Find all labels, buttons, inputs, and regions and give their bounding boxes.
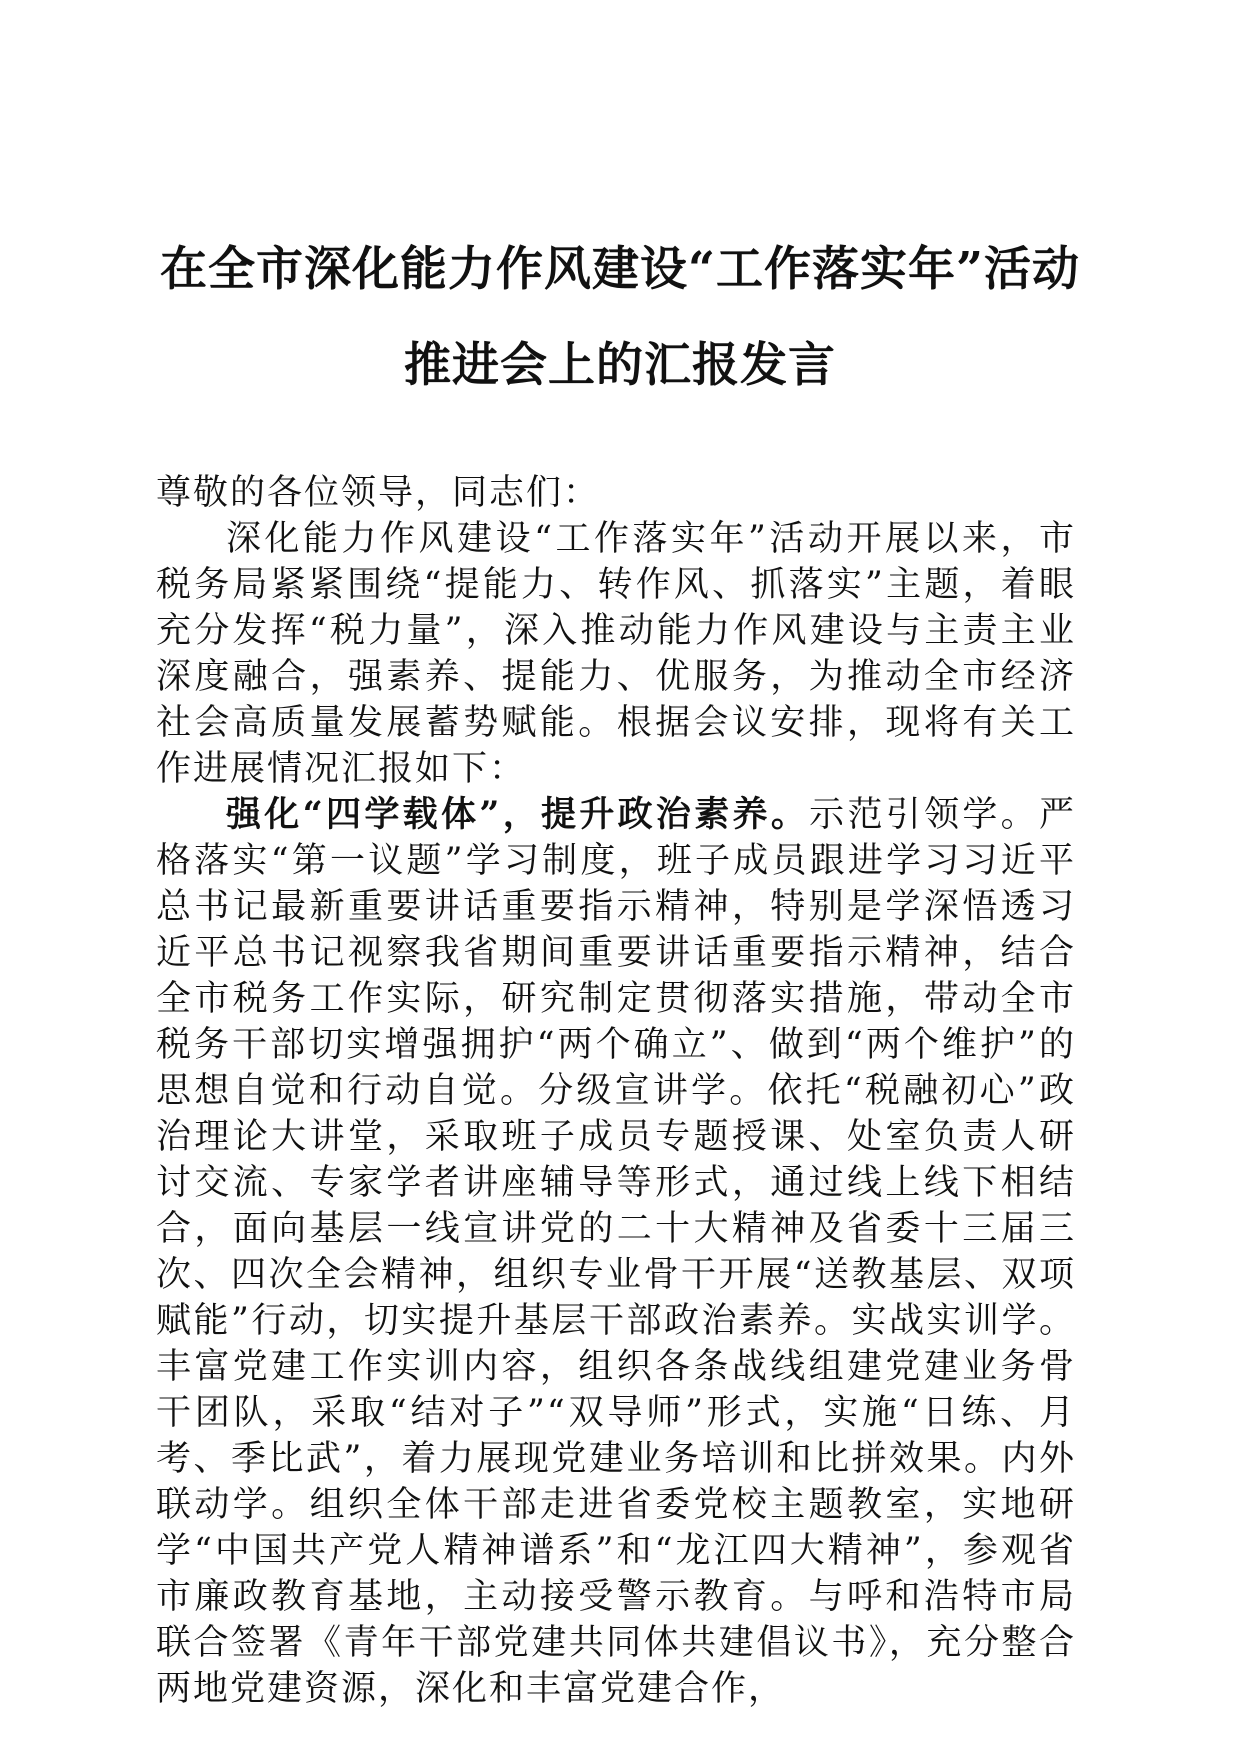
paragraph-section-1 (156, 792, 1076, 1712)
document-title (140, 222, 1100, 414)
section-body: 示范引领学。严格落实“第一议题”学习制度，班子成员跟进学习习近平总书记最新重要讲话重要指示精神，特别是学深悟透习近平总书记视察我省期间重要讲话重要指示精神，结合全市税务工作实际，研究制定贯彻落实措施，带动全市税务干部切实增强拥护“两个确立”、做到“两个维护”的思想自觉和行动自觉。分级宣讲学。依托“税融初心”政治理论大讲堂，采取班子成员专题授课、处室负责人研讨交流、专家学者讲座辅导等形式，通过线上线下相结合，面向基层一线宣讲党的二十大精神及省委十三届三次、四次全会精神，组织专业骨干开展“送教基层、双项赋能”行动，切实提升基层干部政治素养。实战实训学。丰富党建工作实训内容，组织各条战线组建党建业务骨干团队，采取“结对子”“双导师”形式，实施“日练、月考、季比武”，着力展现党建业务培训和比拼效果。内外联动学。组织全体干部走进省委党校主题教室，实地研学“中国共产党人精神谱系”和“龙江四大精神”，参观省市廉政教育基地，主动接受警示教育。与呼和浩特市局联合签署《青年干部党建共同体共建倡议书》，充分整合两地党建资源，深化和丰富党建合作， (156, 795, 1076, 1709)
paragraph-intro: 深化能力作风建设“工作落实年”活动开展以来，市税务局紧紧围绕“提能力、转作风、抓落实”主题，着眼充分发挥“税力量”，深入推动能力作风建设与主责主业深度融合，强素养、提能力、优服务，为推动全市经济社会高质量发展蓄势赋能。根据会议安排，现将有关工作进展情况汇报如下： (156, 519, 1076, 789)
salutation: 尊敬的各位领导，同志们： (156, 473, 601, 513)
title-line-1: 在全市深化能力作风建设“工作落实年”活动 (159, 242, 1081, 297)
section-heading: 强化“四学载体”，提升政治素养。 (226, 794, 810, 835)
title-line-2: 推进会上的汇报发言 (404, 338, 836, 393)
document-body (156, 470, 1076, 1712)
